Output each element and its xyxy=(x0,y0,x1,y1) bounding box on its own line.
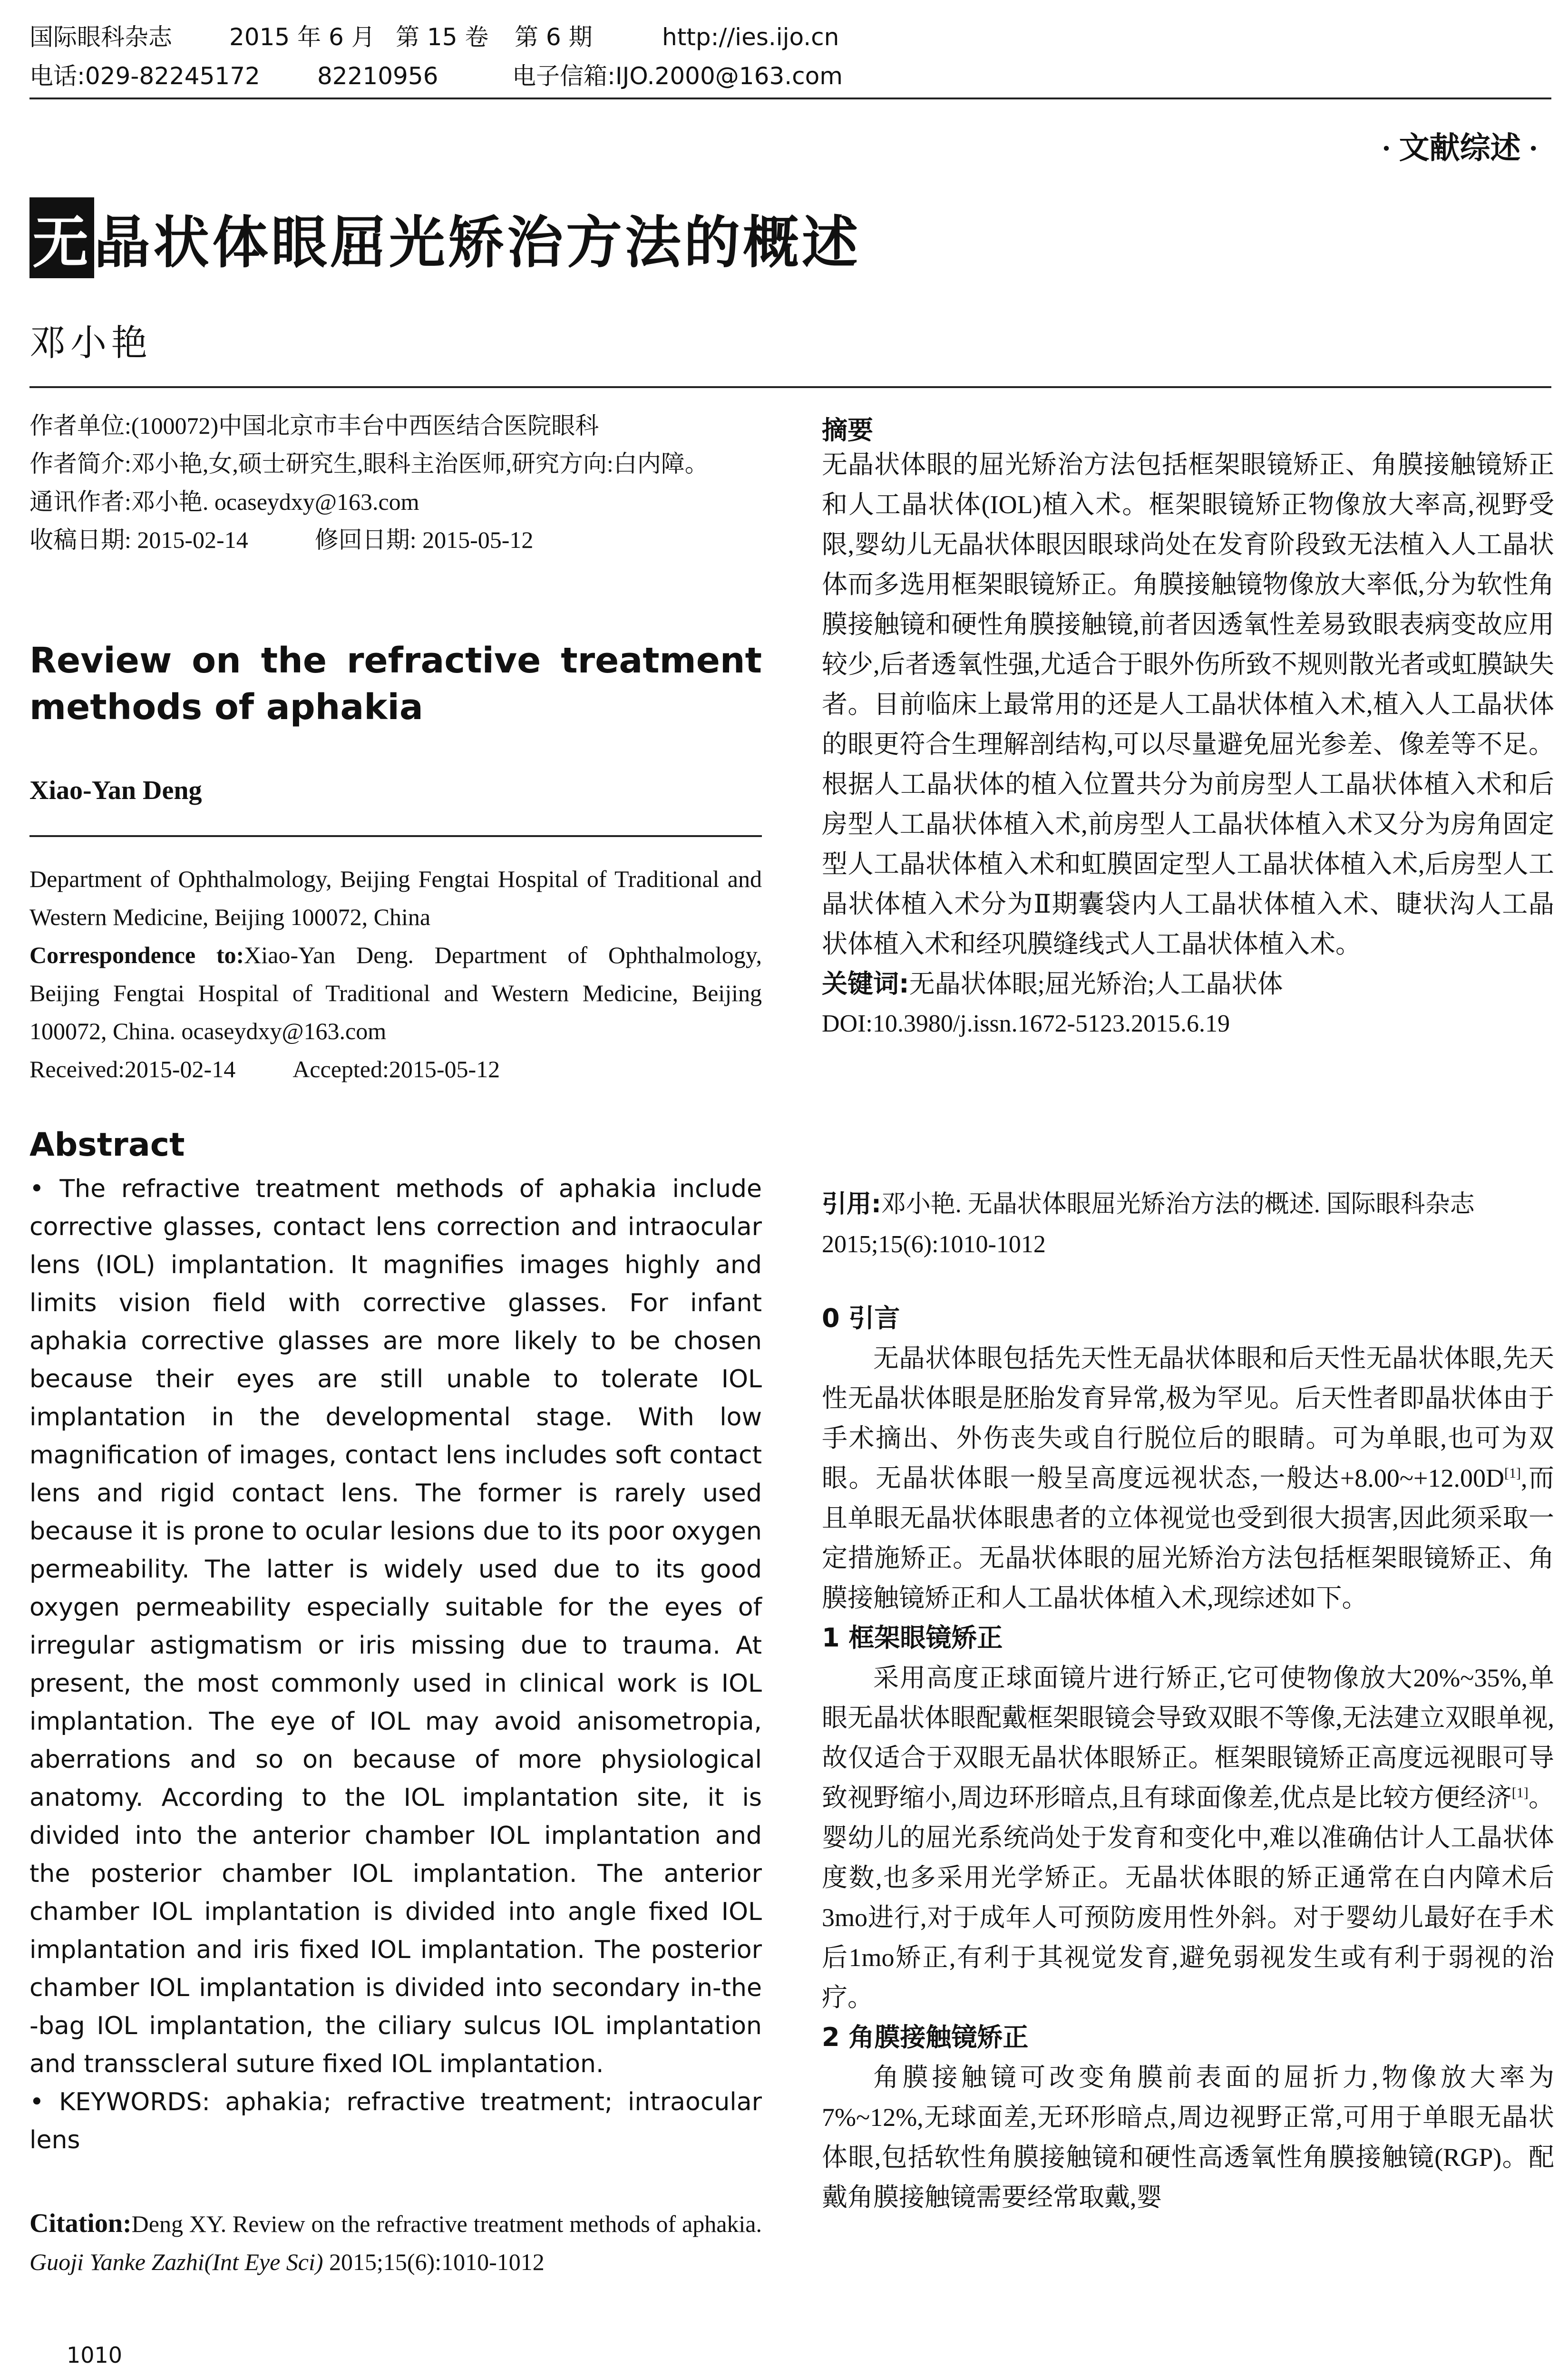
dates-cn xyxy=(29,521,762,559)
journal-phone: 电话:029-82245172 xyxy=(29,62,260,90)
journal-name: 国际眼科杂志 xyxy=(29,23,172,51)
journal-email: 电子信箱:IJO.2000@163.com xyxy=(512,62,843,90)
volume: 第 15 卷 xyxy=(396,23,489,51)
citation-en xyxy=(29,2204,762,2281)
abstract-heading-cn: 摘要 xyxy=(822,415,873,445)
header-divider xyxy=(29,97,1551,99)
section-2-heading: 2 角膜接触镜矫正 xyxy=(822,2022,1029,2052)
keywords-label-cn: 关键词: xyxy=(822,969,909,999)
article-title xyxy=(29,197,861,278)
reference-1: [1] xyxy=(1504,1465,1521,1481)
title-first-character: 无 xyxy=(29,197,94,278)
correspondence-label: Correspondence to: xyxy=(29,942,244,968)
english-affiliation xyxy=(29,860,762,1088)
citation-tail-en: 2015;15(6):1010-1012 xyxy=(329,2249,545,2275)
section-1-text: 采用高度正球面镜片进行矫正,它可使物像放大20%~35%,单眼无晶状体眼配戴框架眼镜会导致双眼不等像,无法建立双眼单视,故仅适合于双眼无晶状体眼矫正。框架眼镜矫正高度远视眼可导致视野缩小,周边环形暗点,且有球面像差,优点是比较方便经济 xyxy=(822,1664,1554,1812)
author-unit: 作者单位:(100072)中国北京市丰台中西医结合医院眼科 xyxy=(29,412,599,439)
dates-en xyxy=(29,1050,762,1088)
section-tag: · 文献综述 · xyxy=(1381,131,1539,165)
abstract-text-cn: 无晶状体眼的屈光矫治方法包括框架眼镜矫正、角膜接触镜矫正和人工晶状体(IOL)植入术。框架眼镜矫正物像放大率高,视野受限,婴幼儿无晶状体眼因眼球尚处在发育阶段致无法植入人工晶状体而多选用框架眼镜矫正。角膜接触镜物像放大率低,分为软性角膜接触镜和硬性角膜接触镜,前者因透氧性差易致眼表病变故应用较少,后者透氧性强,尤适合于眼外伤所致不规则散光者或虹膜缺失者。目前临床上最常用的还是人工晶状体植入术,植入人工晶状体的眼更符合生理解剖结构,可以尽量避免屈光参差、像差等不足。根据人工晶状体的植入位置共分为前房型人工晶状体植入术和后房型人工晶状体植入术,前房型人工晶状体植入术又分为房角固定型人工晶状体植入术和虹膜固定型人工晶状体植入术,后房型人工晶状体植入术分为Ⅱ期囊袋内人工晶状体植入术、睫状沟人工晶状体植入术和经巩膜缝线式人工晶状体植入术。 xyxy=(822,450,1554,958)
revised-date-cn: 修回日期: 2015-05-12 xyxy=(314,526,534,553)
received-date-cn: 收稿日期: 2015-02-14 xyxy=(29,526,248,553)
correspondence xyxy=(29,936,762,1050)
section-1-heading: 1 框架眼镜矫正 xyxy=(822,1623,1003,1653)
section-1-paragraph xyxy=(822,1658,1554,2017)
abstract-heading-en: Abstract xyxy=(29,1126,185,1164)
journal-phone2: 82210956 xyxy=(317,62,438,90)
section-1-text-end: 。婴幼儿的屈光系统尚处于发育和变化中,难以准确估计人工晶状体度数,也多采用光学矫正。无晶状体眼的矫正通常在白内障术后3mo进行,对于成年人可预防废用性外斜。对于婴幼儿最好在手术后1mo矫正,有利于其视觉发育,避免弱视发生或有利于弱视的治疗。 xyxy=(822,1783,1554,2012)
issue: 第 6 期 xyxy=(515,23,593,51)
correspondence-text: Xiao-Yan Deng. Department of Ophthalmology, Beijing Fengtai Hospital of Traditional and Western Medicine, Beijing 100072, China. ocaseydxy@163.com xyxy=(29,942,762,1044)
abstract-en xyxy=(29,1170,762,2159)
citation-journal-en: Guoji Yanke Zazhi(Int Eye Sci) xyxy=(29,2249,323,2275)
section-0-paragraph xyxy=(822,1338,1554,1618)
citation-label-cn: 引用: xyxy=(822,1190,881,1218)
author-name-cn: 邓小艳 xyxy=(29,323,152,363)
citation-text-cn: 邓小艳. 无晶状体眼屈光矫治方法的概述. 国际眼科杂志 2015;15(6):1010-1012 xyxy=(822,1191,1475,1258)
section-0-heading: 0 引言 xyxy=(822,1303,900,1333)
title-text: 晶状体眼屈光矫治方法的概述 xyxy=(94,210,861,275)
section-2-paragraph: 角膜接触镜可改变角膜前表面的屈折力,物像放大率为7%~12%,无球面差,无环形暗点,周边视野正常,可用于单眼无晶状体眼,包括软性角膜接触镜和硬性高透氧性角膜接触镜(RGP)。配戴角膜接触镜需要经常取戴,婴 xyxy=(822,2063,1554,2211)
english-title: Review on the refractive treatment methods of aphakia xyxy=(29,640,762,728)
title-divider xyxy=(29,386,1551,388)
english-author: Xiao-Yan Deng xyxy=(29,776,202,805)
department: Department of Ophthalmology, Beijing Fengtai Hospital of Traditional and Western Medicine, Beijing 100072, China xyxy=(29,866,762,930)
citation-cn xyxy=(822,1184,1554,1265)
doi: DOI:10.3980/j.issn.1672-5123.2015.6.19 xyxy=(822,1010,1230,1037)
keywords-en: • KEYWORDS: aphakia; refractive treatment; intraocular lens xyxy=(29,2088,762,2154)
corresponding-author: 通讯作者:邓小艳. ocaseydxy@163.com xyxy=(29,488,419,515)
section-0-text-end: ,而且单眼无晶状体眼患者的立体视觉也受到很大损害,因此须采取一定措施矫正。无晶状体眼的屈光矫治方法包括框架眼镜矫正、角膜接触镜矫正和人工晶状体植入术,现综述如下。 xyxy=(822,1464,1555,1612)
received-date-en: Received:2015-02-14 xyxy=(29,1056,236,1082)
reference-1b: [1] xyxy=(1511,1785,1529,1801)
section-0-text: 无晶状体眼包括先天性无晶状体眼和后天性无晶状体眼,先天性无晶状体眼是胚胎发育异常,极为罕见。后天性者即晶状体由于手术摘出、外伤丧失或自行脱位后的眼睛。可为单眼,也可为双眼。无晶状体眼一般呈高度远视状态,一般达+8.00~+12.00D xyxy=(822,1344,1554,1492)
issue-date: 2015 年 6 月 xyxy=(229,23,375,51)
page-number: 1010 xyxy=(67,2342,123,2368)
author-intro: 作者简介:邓小艳,女,硕士研究生,眼科主治医师,研究方向:白内障。 xyxy=(29,450,709,477)
author-info xyxy=(29,407,762,559)
abstract-cn xyxy=(822,445,1554,1044)
keywords-text-cn: 无晶状体眼;屈光矫治;人工晶状体 xyxy=(909,970,1283,998)
citation-text-en: Deng XY. Review on the refractive treatment methods of aphakia. xyxy=(131,2211,762,2237)
journal-url: http://ies.ijo.cn xyxy=(662,23,839,51)
english-divider xyxy=(29,835,762,837)
body-cn xyxy=(822,1298,1554,2217)
abstract-text-en: • The refractive treatment methods of aphakia include corrective glasses, contact lens correction and intraocular lens (IOL) implantation. It magnifies images highly and limits vision field with corrective glasses. For infant aphakia corrective glasses are more likely to be chosen because their eyes are still unable to tolerate IOL implantation in the developmental stage. With low magnification of images, contact lens includes soft contact lens and rigid contact lens. The former is rarely used because it is prone to ocular lesions due to its poor oxygen permeability. The latter is widely used due to its good oxygen permeability especially suitable for the eyes of irregular astigmatism or iris missing due to trauma. At present, the most commonly used in clinical work is IOL implantation. The eye of IOL may avoid anisometropia, aberrations and so on because of more physiological anatomy. According to the IOL implantation site, it is divided into the anterior chamber IOL implantation and the posterior chamber IOL implantation. The anterior chamber IOL implantation is divided into angle fixed IOL implantation and iris fixed IOL implantation. The posterior chamber IOL implantation is divided into secondary in-the -bag IOL implantation, the ciliary sulcus IOL implantation and transscleral suture fixed IOL implantation. xyxy=(29,1175,762,2078)
accepted-date-en: Accepted:2015-05-12 xyxy=(292,1056,500,1082)
keywords-cn xyxy=(822,964,1554,1004)
citation-label-en: Citation: xyxy=(29,2209,132,2238)
